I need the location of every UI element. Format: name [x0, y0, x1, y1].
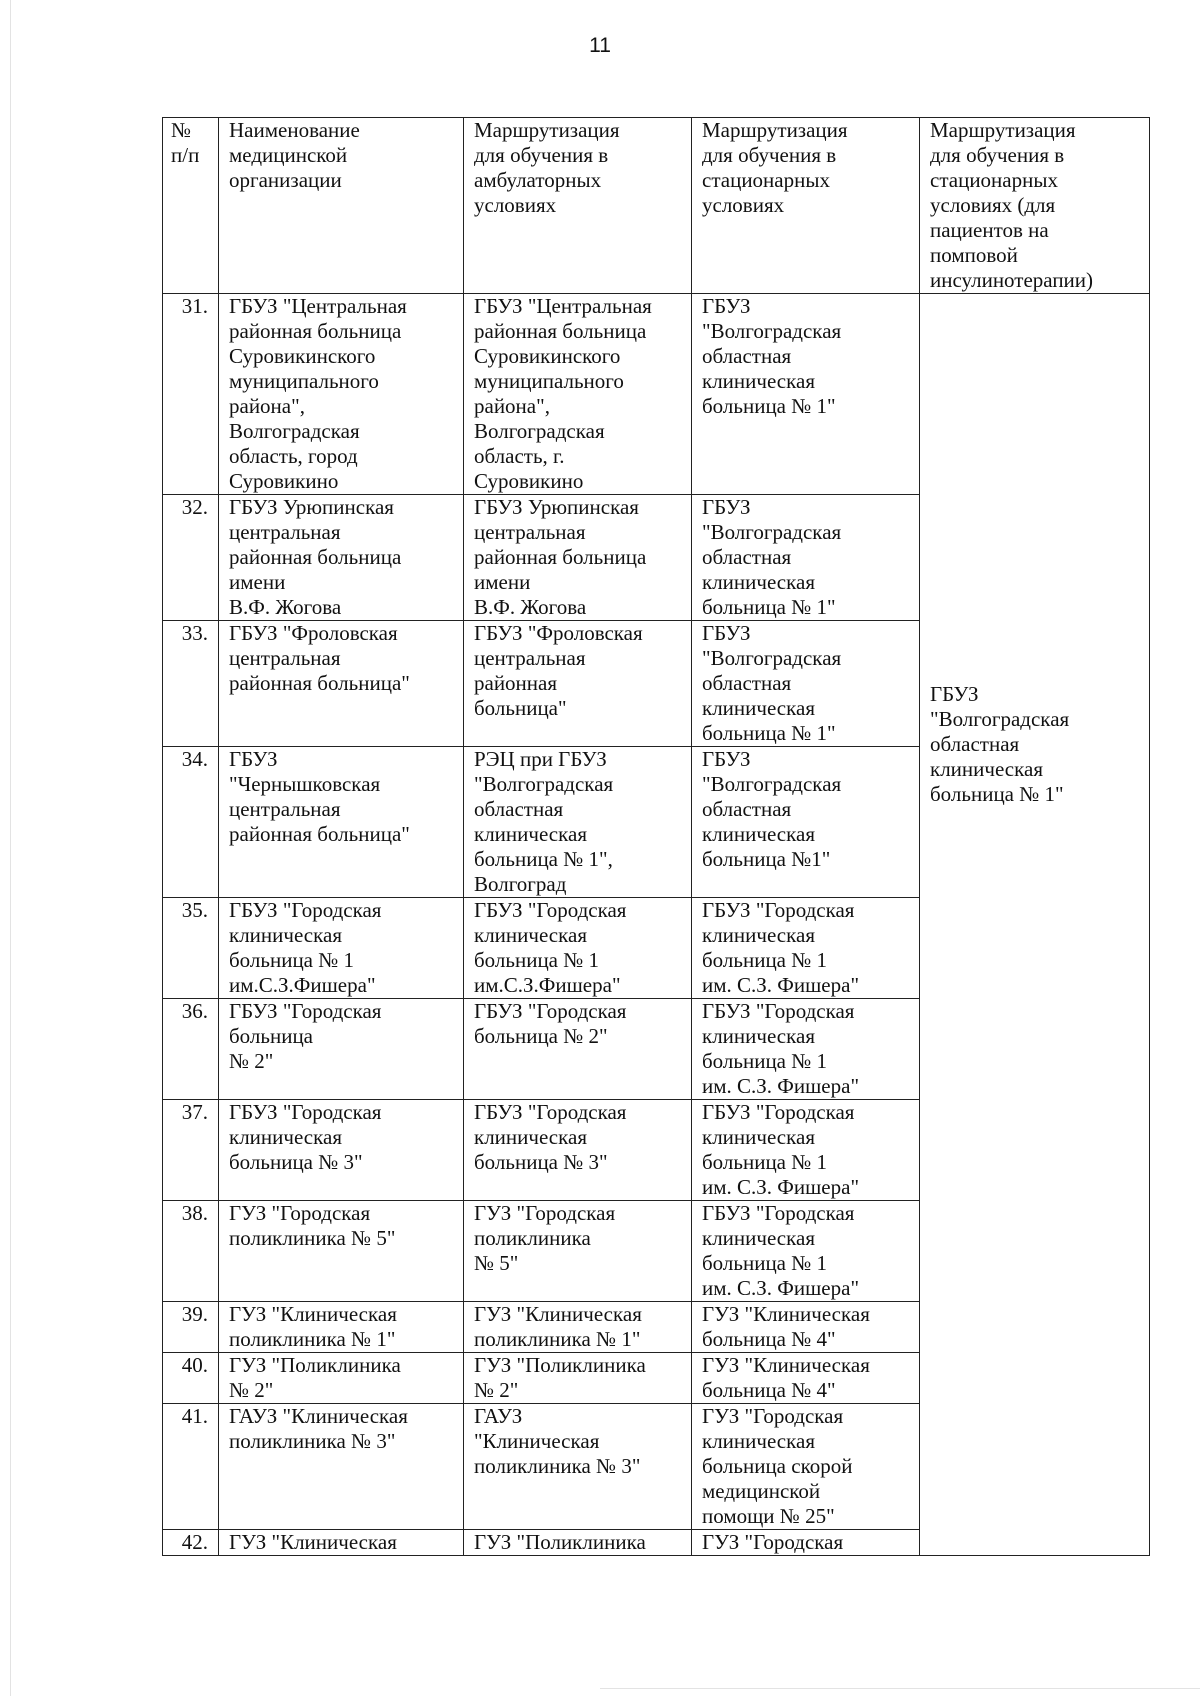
row-number: 39.: [163, 1302, 219, 1353]
organization-cell: ГАУЗ "Клиническая поликлиника № 3": [219, 1404, 464, 1530]
outpatient-cell: ГУЗ "Клиническая поликлиника № 1": [464, 1302, 692, 1353]
inpatient-cell: ГБУЗ "Волгоградская областная клиническая больница № 1": [692, 495, 920, 621]
inpatient-cell: ГУЗ "Клиническая больница № 4": [692, 1302, 920, 1353]
outpatient-cell: ГУЗ "Городская поликлиника № 5": [464, 1201, 692, 1302]
row-number: 32.: [163, 495, 219, 621]
organization-cell: ГУЗ "Городская поликлиника № 5": [219, 1201, 464, 1302]
organization-cell: ГБУЗ "Городская больница № 2": [219, 999, 464, 1100]
row-number: 42.: [163, 1530, 219, 1556]
outpatient-cell: ГБУЗ "Городская клиническая больница № 1 им.С.З.Фишера": [464, 898, 692, 999]
organization-cell: ГБУЗ "Чернышковская центральная районная больница": [219, 747, 464, 898]
row-number: 33.: [163, 621, 219, 747]
outpatient-cell: ГБУЗ Урюпинская центральная районная больница имени В.Ф. Жогова: [464, 495, 692, 621]
inpatient-cell: ГБУЗ "Городская клиническая больница № 1 им. С.З. Фишера": [692, 898, 920, 999]
row-number: 34.: [163, 747, 219, 898]
organization-cell: ГБУЗ "Фроловская центральная районная больница": [219, 621, 464, 747]
scan-edge-bottom: [600, 1688, 1200, 1689]
table-row: [163, 294, 1150, 495]
row-number: 38.: [163, 1201, 219, 1302]
scan-edge-left: [10, 0, 11, 1696]
outpatient-cell: ГБУЗ "Городская больница № 2": [464, 999, 692, 1100]
outpatient-cell: ГУЗ "Поликлиника: [464, 1530, 692, 1556]
row-number: 35.: [163, 898, 219, 999]
row-number: 31.: [163, 294, 219, 495]
outpatient-cell: ГБУЗ "Центральная районная больница Суровикинского муниципального района", Волгоградская область, г. Суровикино: [464, 294, 692, 495]
organization-cell: ГБУЗ "Центральная районная больница Суровикинского муниципального района", Волгоградская область, город Суровикино: [219, 294, 464, 495]
header-inpatient-routing: Маршрутизация для обучения в стационарных условиях: [692, 118, 920, 294]
outpatient-cell: ГБУЗ "Фроловская центральная районная больница": [464, 621, 692, 747]
inpatient-cell: ГБУЗ "Городская клиническая больница № 1 им. С.З. Фишера": [692, 999, 920, 1100]
outpatient-cell: ГБУЗ "Городская клиническая больница № 3": [464, 1100, 692, 1201]
inpatient-cell: ГБУЗ "Волгоградская областная клиническая больница № 1": [692, 294, 920, 495]
row-number: 37.: [163, 1100, 219, 1201]
organization-cell: ГУЗ "Клиническая: [219, 1530, 464, 1556]
inpatient-cell: ГБУЗ "Волгоградская областная клиническая больница № 1": [692, 621, 920, 747]
outpatient-cell: ГУЗ "Поликлиника № 2": [464, 1353, 692, 1404]
outpatient-cell: ГАУЗ "Клиническая поликлиника № 3": [464, 1404, 692, 1530]
inpatient-cell: ГУЗ "Клиническая больница № 4": [692, 1353, 920, 1404]
header-organization: Наименование медицинской организации: [219, 118, 464, 294]
header-number: № п/п: [163, 118, 219, 294]
row-number: 36.: [163, 999, 219, 1100]
organization-cell: ГБУЗ Урюпинская центральная районная больница имени В.Ф. Жогова: [219, 495, 464, 621]
row-number: 41.: [163, 1404, 219, 1530]
row-number: 40.: [163, 1353, 219, 1404]
organization-cell: ГУЗ "Поликлиника № 2": [219, 1353, 464, 1404]
outpatient-cell: РЭЦ при ГБУЗ "Волгоградская областная клиническая больница № 1", Волгоград: [464, 747, 692, 898]
inpatient-cell: ГБУЗ "Волгоградская областная клиническая больница №1": [692, 747, 920, 898]
pump-therapy-merged-cell: ГБУЗ "Волгоградская областная клиническая больница № 1": [920, 294, 1150, 1556]
organization-cell: ГБУЗ "Городская клиническая больница № 3": [219, 1100, 464, 1201]
header-pump-therapy-routing: Маршрутизация для обучения в стационарных условиях (для пациентов на помповой инсулинотерапии): [920, 118, 1150, 294]
inpatient-cell: ГБУЗ "Городская клиническая больница № 1 им. С.З. Фишера": [692, 1100, 920, 1201]
inpatient-cell: ГБУЗ "Городская клиническая больница № 1 им. С.З. Фишера": [692, 1201, 920, 1302]
header-outpatient-routing: Маршрутизация для обучения в амбулаторных условиях: [464, 118, 692, 294]
inpatient-cell: ГУЗ "Городская клиническая больница скорой медицинской помощи № 25": [692, 1404, 920, 1530]
inpatient-cell: ГУЗ "Городская: [692, 1530, 920, 1556]
table-header-row: [163, 118, 1150, 294]
organization-cell: ГБУЗ "Городская клиническая больница № 1 им.С.З.Фишера": [219, 898, 464, 999]
page-number: 11: [589, 34, 611, 57]
routing-table: [162, 117, 1150, 1556]
organization-cell: ГУЗ "Клиническая поликлиника № 1": [219, 1302, 464, 1353]
